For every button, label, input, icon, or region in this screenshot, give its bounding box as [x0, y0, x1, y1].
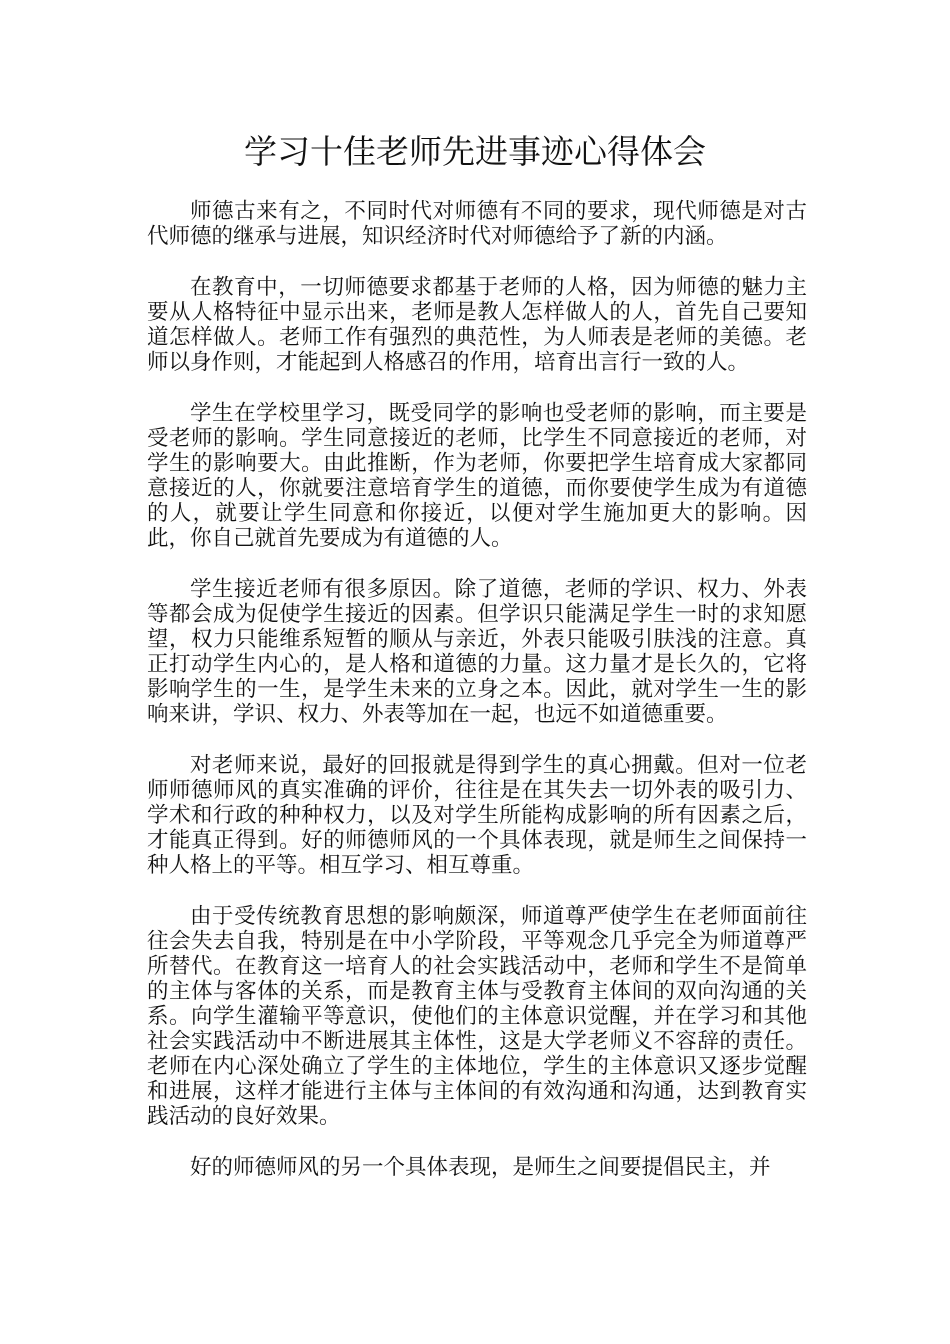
document-body [147, 199, 807, 1206]
paragraph-4: 学生接近老师有很多原因。除了道德，老师的学识、权力、外表等都会成为促使学生接近的因素。但学识只能满足学生一时的求知愿望，权力只能维系短暂的顺从与亲近，外表只能吸引肤浅的注意。真正打动学生内心的，是人格和道德的力量。这力量才是长久的，它将影响学生的一生，是学生未来的立身之本。因此，就对学生一生的影响来讲，学识、权力、外表等加在一起，也远不如道德重要。 [147, 577, 807, 727]
paragraph-1: 师德古来有之，不同时代对师德有不同的要求，现代师德是对古代师德的继承与进展，知识经济时代对师德给予了新的内涵。 [147, 199, 807, 249]
document-title: 学习十佳老师先进事迹心得体会 [244, 132, 706, 171]
paragraph-3: 学生在学校里学习，既受同学的影响也受老师的影响，而主要是受老师的影响。学生同意接近的老师，比学生不同意接近的老师，对学生的影响要大。由此推断，作为老师，你要把学生培育成大家都同意接近的人，你就要注意培育学生的道德，而你要使学生成为有道德的人，就要让学生同意和你接近，以便对学生施加更大的影响。因此，你自己就首先要成为有道德的人。 [147, 401, 807, 551]
paragraph-2: 在教育中，一切师德要求都基于老师的人格，因为师德的魅力主要从人格特征中显示出来，老师是教人怎样做人的人，首先自己要知道怎样做人。老师工作有强烈的典范性，为人师表是老师的美德。老师以身作则，才能起到人格感召的作用，培育出言行一致的人。 [147, 275, 807, 375]
paragraph-6: 由于受传统教育思想的影响颇深，师道尊严使学生在老师面前往往会失去自我，特别是在中小学阶段，平等观念几乎完全为师道尊严所替代。在教育这一培育人的社会实践活动中，老师和学生不是简单的主体与客体的关系，而是教育主体与受教育主体间的双向沟通的关系。向学生灌输平等意识，使他们的主体意识觉醒，并在学习和其他社会实践活动中不断进展其主体性，这是大学老师义不容辞的责任。老师在内心深处确立了学生的主体地位，学生的主体意识又逐步觉醒和进展，这样才能进行主体与主体间的有效沟通和沟通，达到教育实践活动的良好效果。 [147, 904, 807, 1129]
paragraph-5: 对老师来说，最好的回报就是得到学生的真心拥戴。但对一位老师师德师风的真实准确的评价，往往是在其失去一切外表的吸引力、学术和行政的种种权力，以及对学生所能构成影响的所有因素之后，才能真正得到。好的师德师风的一个具体表现，就是师生之间保持一种人格上的平等。相互学习、相互尊重。 [147, 753, 807, 878]
paragraph-7: 好的师德师风的另一个具体表现，是师生之间要提倡民主，并 [190, 1155, 771, 1180]
